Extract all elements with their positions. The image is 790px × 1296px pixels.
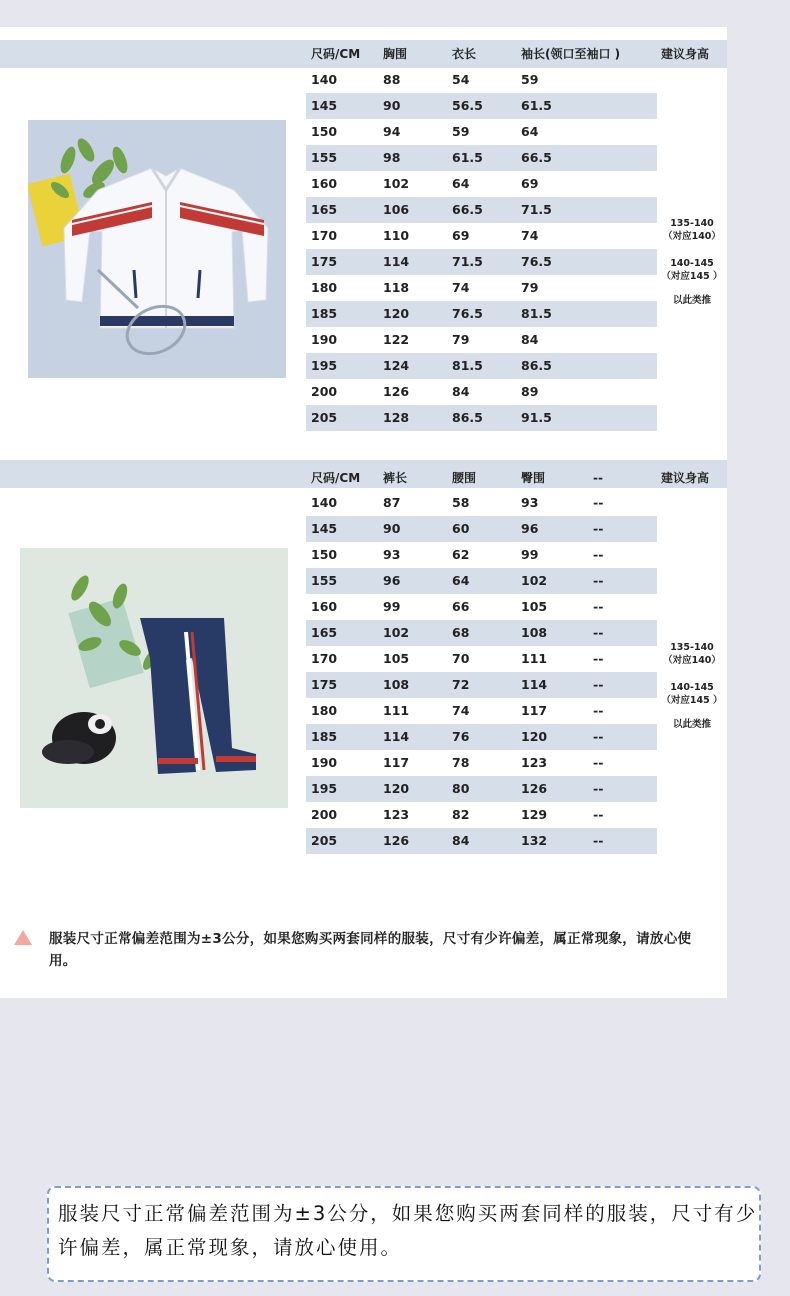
table-cell: 96	[383, 573, 401, 588]
table-cell: 56.5	[452, 98, 483, 113]
suggest-etc: 以此类推	[672, 295, 711, 306]
table-cell: 132	[521, 833, 548, 848]
table-cell: 140	[311, 495, 338, 510]
table-cell: 90	[383, 98, 401, 113]
table-cell: 54	[452, 72, 470, 87]
table-cell: 90	[383, 521, 401, 536]
table-cell: 81.5	[521, 306, 552, 321]
table-cell: 145	[311, 98, 338, 113]
table-cell: 114	[383, 254, 410, 269]
table-cell: --	[593, 781, 604, 796]
table-cell: 170	[311, 651, 338, 666]
table-cell: 175	[311, 677, 338, 692]
header-pants-length: 裤长	[383, 471, 408, 485]
table-cell: 106	[383, 202, 410, 217]
table-cell: 118	[383, 280, 410, 295]
table-cell: 102	[383, 625, 410, 640]
table-cell: 155	[311, 573, 338, 588]
suggest-range-2b: 140-145	[670, 682, 714, 693]
header-chest: 胸围	[383, 47, 408, 61]
table-cell: 69	[452, 228, 470, 243]
header-size-2: 尺码/CM	[311, 471, 361, 485]
table-cell: 205	[311, 833, 338, 848]
table-cell: 185	[311, 729, 338, 744]
header-waist: 腰围	[452, 471, 477, 485]
suggest-note-1: （对应140）	[663, 231, 721, 242]
table-cell: 59	[452, 124, 470, 139]
table-cell: 84	[452, 384, 470, 399]
table-cell: 76	[452, 729, 470, 744]
table-cell: --	[593, 833, 604, 848]
suggest-note-2b: （对应145 ）	[661, 695, 723, 706]
table-cell: 58	[452, 495, 470, 510]
table-cell: 86.5	[452, 410, 483, 425]
table-cell: 69	[521, 176, 539, 191]
header-blank: --	[593, 471, 603, 485]
table-cell: 93	[383, 547, 401, 562]
pants-photo	[20, 548, 288, 808]
table-cell: 72	[452, 677, 470, 692]
table-cell: --	[593, 547, 604, 562]
table-row-stripe	[306, 776, 657, 802]
table-cell: 86.5	[521, 358, 552, 373]
table-cell: 126	[521, 781, 548, 796]
warning-triangle-icon	[14, 930, 32, 945]
notice-box-text: 服装尺寸正常偏差范围为±3公分，如果您购买两套同样的服装，尺寸有少许偏差，属正常现象，请放心使用。	[58, 1202, 758, 1259]
table-cell: 84	[521, 332, 539, 347]
table-cell: 62	[452, 547, 470, 562]
table-cell: --	[593, 495, 604, 510]
table-cell: 94	[383, 124, 401, 139]
table-cell: 59	[521, 72, 539, 87]
table-cell: 129	[521, 807, 548, 822]
table-cell: 91.5	[521, 410, 552, 425]
table-cell: --	[593, 599, 604, 614]
table-cell: 150	[311, 547, 338, 562]
table-cell: --	[593, 807, 604, 822]
pants-table-header	[0, 460, 727, 488]
table-cell: 195	[311, 781, 338, 796]
table-cell: 66	[452, 599, 470, 614]
table-cell: 185	[311, 306, 338, 321]
table-row-stripe	[306, 568, 657, 594]
header-sleeve: 袖长(领口至袖口 )	[521, 47, 621, 61]
table-cell: 114	[383, 729, 410, 744]
table-row-stripe	[306, 828, 657, 854]
table-cell: 79	[452, 332, 470, 347]
table-cell: 123	[383, 807, 410, 822]
table-cell: 160	[311, 599, 338, 614]
table-cell: 145	[311, 521, 338, 536]
table-cell: 102	[521, 573, 548, 588]
table-cell: 160	[311, 176, 338, 191]
table-cell: 88	[383, 72, 401, 87]
table-cell: 150	[311, 124, 338, 139]
header-suggest-height: 建议身高	[661, 47, 710, 61]
table-cell: 74	[452, 703, 470, 718]
table-cell: 123	[521, 755, 548, 770]
table-cell: --	[593, 755, 604, 770]
table-cell: 140	[311, 72, 338, 87]
table-cell: 117	[521, 703, 548, 718]
table-cell: 108	[521, 625, 548, 640]
header-suggest-height-2: 建议身高	[661, 471, 710, 485]
table-cell: --	[593, 625, 604, 640]
table-cell: 105	[521, 599, 548, 614]
table-cell: 64	[452, 176, 470, 191]
table-cell: 70	[452, 651, 470, 666]
table-cell: 64	[452, 573, 470, 588]
table-cell: 111	[383, 703, 410, 718]
table-cell: 114	[521, 677, 548, 692]
table-cell: 87	[383, 495, 401, 510]
table-cell: 200	[311, 384, 338, 399]
table-cell: 96	[521, 521, 539, 536]
table-cell: 155	[311, 150, 338, 165]
suggest-note-2: （对应145 ）	[661, 271, 723, 282]
table-cell: 122	[383, 332, 410, 347]
table-cell: 78	[452, 755, 470, 770]
table-cell: 110	[383, 228, 410, 243]
table-cell: 190	[311, 332, 338, 347]
suggest-etc-b: 以此类推	[672, 719, 711, 730]
table-cell: 120	[521, 729, 548, 744]
header-hip: 臀围	[521, 471, 546, 485]
header-size: 尺码/CM	[311, 47, 361, 61]
table-cell: 102	[383, 176, 410, 191]
jacket-photo	[28, 120, 286, 378]
table-cell: 61.5	[521, 98, 552, 113]
table-cell: 64	[521, 124, 539, 139]
table-cell: 93	[521, 495, 539, 510]
table-cell: 120	[383, 306, 410, 321]
size-deviation-note: 服装尺寸正常偏差范围为±3公分，如果您购买两套同样的服装，尺寸有少许偏差，属正常现象，请放心使用。	[49, 931, 692, 969]
table-cell: 76.5	[521, 254, 552, 269]
table-cell: 120	[383, 781, 410, 796]
table-cell: 126	[383, 384, 410, 399]
table-cell: 111	[521, 651, 548, 666]
table-cell: 82	[452, 807, 470, 822]
table-cell: 175	[311, 254, 338, 269]
table-row-stripe	[306, 516, 657, 542]
table-cell: 190	[311, 755, 338, 770]
table-cell: 180	[311, 703, 338, 718]
table-cell: 126	[383, 833, 410, 848]
table-cell: 79	[521, 280, 539, 295]
table-cell: 105	[383, 651, 410, 666]
table-cell: 98	[383, 150, 401, 165]
table-row-stripe	[306, 724, 657, 750]
table-cell: --	[593, 703, 604, 718]
table-cell: --	[593, 729, 604, 744]
table-cell: 195	[311, 358, 338, 373]
table-cell: 117	[383, 755, 410, 770]
table-cell: 61.5	[452, 150, 483, 165]
suggest-range-2: 140-145	[670, 258, 714, 269]
table-row-stripe	[306, 672, 657, 698]
table-cell: 71.5	[521, 202, 552, 217]
table-cell: 128	[383, 410, 410, 425]
table-cell: 124	[383, 358, 410, 373]
table-cell: 165	[311, 625, 338, 640]
table-cell: 68	[452, 625, 470, 640]
suggest-range-1b: 135-140	[670, 642, 714, 653]
table-cell: 71.5	[452, 254, 483, 269]
suggest-range-1: 135-140	[670, 218, 714, 229]
table-cell: 76.5	[452, 306, 483, 321]
table-cell: 66.5	[521, 150, 552, 165]
table-cell: 66.5	[452, 202, 483, 217]
table-cell: 84	[452, 833, 470, 848]
table-cell: 89	[521, 384, 539, 399]
table-cell: --	[593, 651, 604, 666]
suggest-note-1b: （对应140）	[663, 655, 721, 666]
table-cell: 170	[311, 228, 338, 243]
table-cell: 165	[311, 202, 338, 217]
table-cell: 74	[452, 280, 470, 295]
table-cell: --	[593, 677, 604, 692]
table-cell: 180	[311, 280, 338, 295]
table-cell: --	[593, 521, 604, 536]
table-cell: --	[593, 573, 604, 588]
table-cell: 99	[521, 547, 539, 562]
table-cell: 81.5	[452, 358, 483, 373]
table-cell: 74	[521, 228, 539, 243]
header-length: 衣长	[452, 47, 477, 61]
table-cell: 200	[311, 807, 338, 822]
table-cell: 80	[452, 781, 470, 796]
table-row-stripe	[306, 620, 657, 646]
table-cell: 99	[383, 599, 401, 614]
table-cell: 60	[452, 521, 470, 536]
table-cell: 108	[383, 677, 410, 692]
table-cell: 205	[311, 410, 338, 425]
